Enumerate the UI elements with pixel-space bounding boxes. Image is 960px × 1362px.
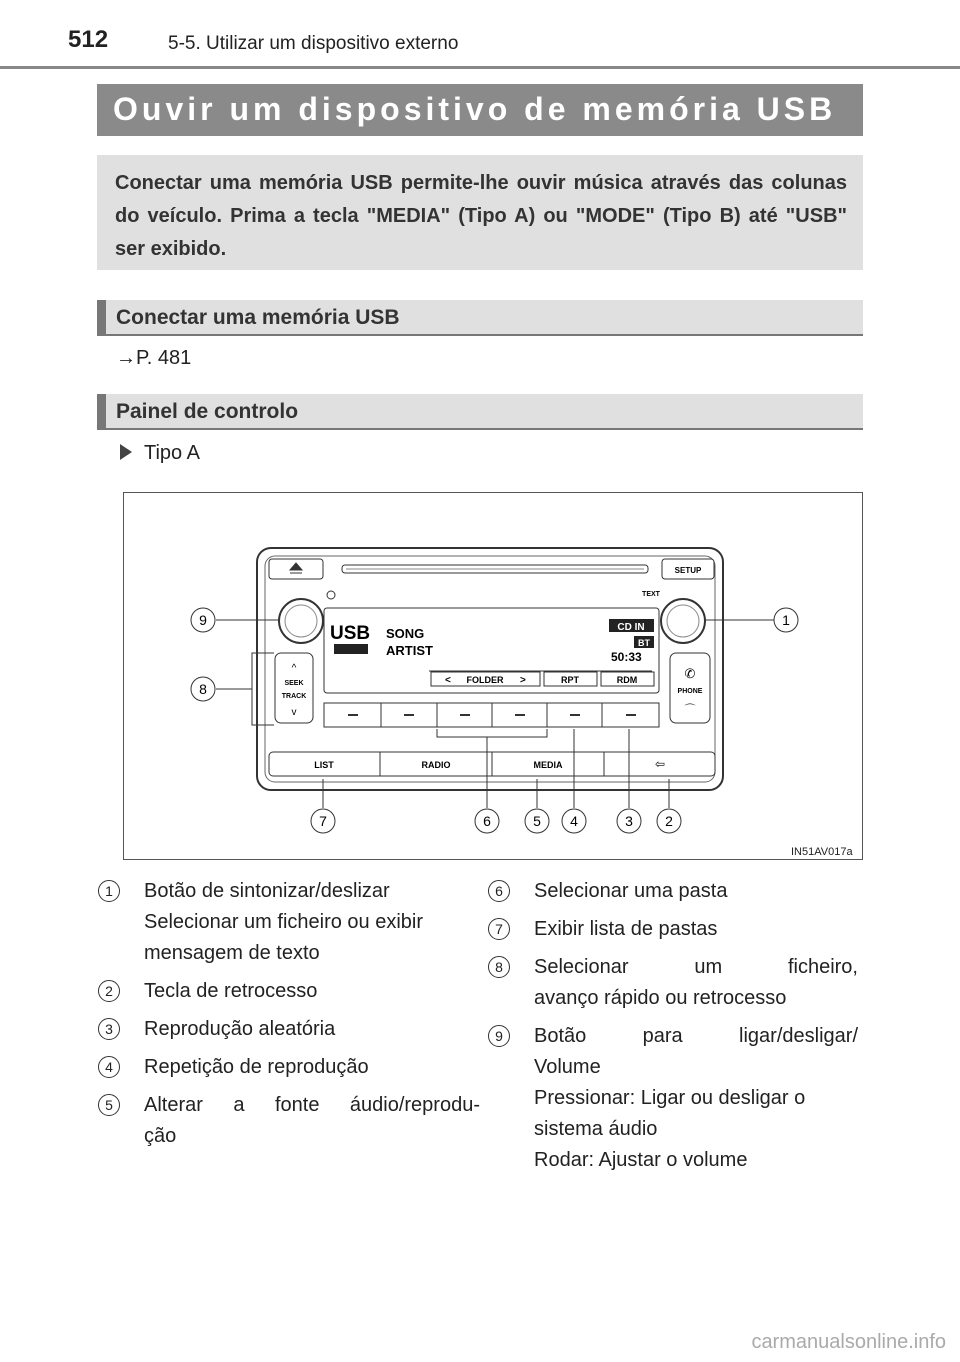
callout-6-label: 6 xyxy=(483,813,491,829)
setup-label: SETUP xyxy=(674,566,702,575)
intro-box xyxy=(97,155,863,270)
folder-label: FOLDER xyxy=(466,675,504,685)
legend-number-2: 2 xyxy=(98,980,120,1002)
display-artist: ARTIST xyxy=(386,643,433,658)
title-bar xyxy=(97,84,863,136)
callout-4 xyxy=(562,809,586,833)
usb-device-icon xyxy=(334,644,368,654)
legend-item-6 xyxy=(488,876,858,907)
legend-9-line-3: Pressionar: Ligar ou desligar o xyxy=(534,1087,806,1109)
section-title: 5-5. Utilizar um dispositivo externo xyxy=(168,33,459,54)
legend-2-line-1: Tecla de retrocesso xyxy=(144,980,318,1002)
legend-9-line-4: sistema áudio xyxy=(534,1118,658,1140)
legend-number-3: 3 xyxy=(98,1018,120,1040)
folder-right-icon: > xyxy=(520,675,526,686)
legend-8-line-2: avanço rápido ou retrocesso xyxy=(534,987,787,1009)
callout-5 xyxy=(525,809,549,833)
legend-1-line-2: Selecionar um ficheiro ou exibir xyxy=(144,911,424,933)
legend-item-5 xyxy=(98,1090,480,1152)
hangup-icon: ⌒ xyxy=(684,704,696,716)
legend-number-1: 1 xyxy=(98,880,120,902)
phone-label: PHONE xyxy=(677,688,703,695)
callout-1-label: 1 xyxy=(782,612,790,628)
legend-item-8 xyxy=(488,952,858,1014)
callout-9 xyxy=(191,608,215,632)
control-panel-figure xyxy=(123,492,863,860)
radio-illustration xyxy=(124,493,864,861)
callout-7 xyxy=(311,809,335,833)
legend-1-line-1: Botão de sintonizar/deslizar xyxy=(144,880,390,902)
seek-down-icon: v xyxy=(291,707,297,718)
legend-number-5: 5 xyxy=(98,1094,120,1116)
legend-number-8: 8 xyxy=(488,956,510,978)
legend-item-7 xyxy=(488,914,858,945)
rdm-label: RDM xyxy=(616,675,638,685)
callout-2-label: 2 xyxy=(665,813,673,829)
back-icon: ⇦ xyxy=(654,757,666,771)
legend-number-7: 7 xyxy=(488,918,510,940)
callout-4-label: 4 xyxy=(570,813,578,829)
cd-in-label: CD IN xyxy=(617,622,645,633)
watermark: carmanualsonline.info xyxy=(751,1331,946,1353)
legend-9-line-2: Volume xyxy=(534,1056,601,1078)
list-label: LIST xyxy=(314,760,334,770)
display-song: SONG xyxy=(386,626,425,641)
legend-4-line-1: Repetição de reprodução xyxy=(144,1056,369,1078)
callout-9-label: 9 xyxy=(199,612,207,628)
track-label: TRACK xyxy=(281,693,307,700)
legend-7-line-1: Exibir lista de pastas xyxy=(534,918,718,940)
callout-5-label: 5 xyxy=(533,813,541,829)
power-volume-knob xyxy=(279,599,323,643)
legend-8-line-1: Selecionar um ficheiro, xyxy=(534,956,858,978)
legend-9-line-5: Rodar: Ajustar o volume xyxy=(534,1149,748,1171)
display-usb: USB xyxy=(330,623,371,644)
display-time: 50:33 xyxy=(611,650,642,664)
media-label: MEDIA xyxy=(533,760,563,770)
triangle-bullet-icon xyxy=(120,444,132,460)
seek-label: SEEK xyxy=(284,680,304,687)
subheading-panel-text: Painel de controlo xyxy=(116,400,299,423)
figure-code: IN51AV017a xyxy=(791,846,853,858)
legend-left xyxy=(98,876,480,1159)
legend-item-3 xyxy=(98,1014,480,1045)
callout-1 xyxy=(774,608,798,632)
phone-icon: ✆ xyxy=(684,666,696,681)
legend-3-line-1: Reprodução aleatória xyxy=(144,1018,336,1040)
legend-5-line-1: Alterar a fonte áudio/reprodu- xyxy=(144,1094,480,1116)
callout-8-label: 8 xyxy=(199,681,207,697)
page-title: Ouvir um dispositivo de memória USB xyxy=(113,91,837,127)
type-label xyxy=(120,442,200,465)
callout-2 xyxy=(657,809,681,833)
subheading-connect xyxy=(97,300,863,336)
page-reference: →P. 481 xyxy=(116,347,192,369)
callout-8 xyxy=(191,677,215,701)
legend-5-line-2: ção xyxy=(144,1125,177,1147)
subheading-connect-text: Conectar uma memória USB xyxy=(116,306,400,329)
seek-up-icon: ^ xyxy=(291,663,297,674)
tune-scroll-knob xyxy=(661,599,705,643)
callout-7-label: 7 xyxy=(319,813,327,829)
bt-label: BT xyxy=(638,638,650,648)
legend-number-4: 4 xyxy=(98,1056,120,1078)
legend-item-1 xyxy=(98,876,480,969)
legend-number-9: 9 xyxy=(488,1025,510,1047)
intro-text: Conectar uma memória USB permite-lhe ouvir música através das colunas do veículo. Prima a tecla "MEDIA" (Tipo A) ou "MODE" (Tipo B) até "USB" ser exibido. xyxy=(115,172,847,260)
legend-number-6: 6 xyxy=(488,880,510,902)
callout-3 xyxy=(617,809,641,833)
rpt-label: RPT xyxy=(561,675,579,685)
legend-item-9 xyxy=(488,1021,858,1176)
type-label-text: Tipo A xyxy=(144,442,200,464)
legend-1-line-3: mensagem de texto xyxy=(144,942,320,964)
text-label: TEXT xyxy=(642,591,660,598)
callout-6 xyxy=(475,809,499,833)
legend-9-line-1: Botão para ligar/desligar/ xyxy=(534,1025,858,1047)
legend-item-4 xyxy=(98,1052,480,1083)
legend-6-line-1: Selecionar uma pasta xyxy=(534,880,728,902)
header-rule xyxy=(0,66,960,69)
subheading-panel xyxy=(97,394,863,430)
folder-left-icon: < xyxy=(445,675,451,686)
legend-right xyxy=(488,876,858,1183)
radio-label: RADIO xyxy=(421,760,451,770)
page-number: 512 xyxy=(68,26,109,53)
preset-buttons xyxy=(324,703,659,727)
legend-item-2 xyxy=(98,976,480,1007)
callout-3-label: 3 xyxy=(625,813,633,829)
